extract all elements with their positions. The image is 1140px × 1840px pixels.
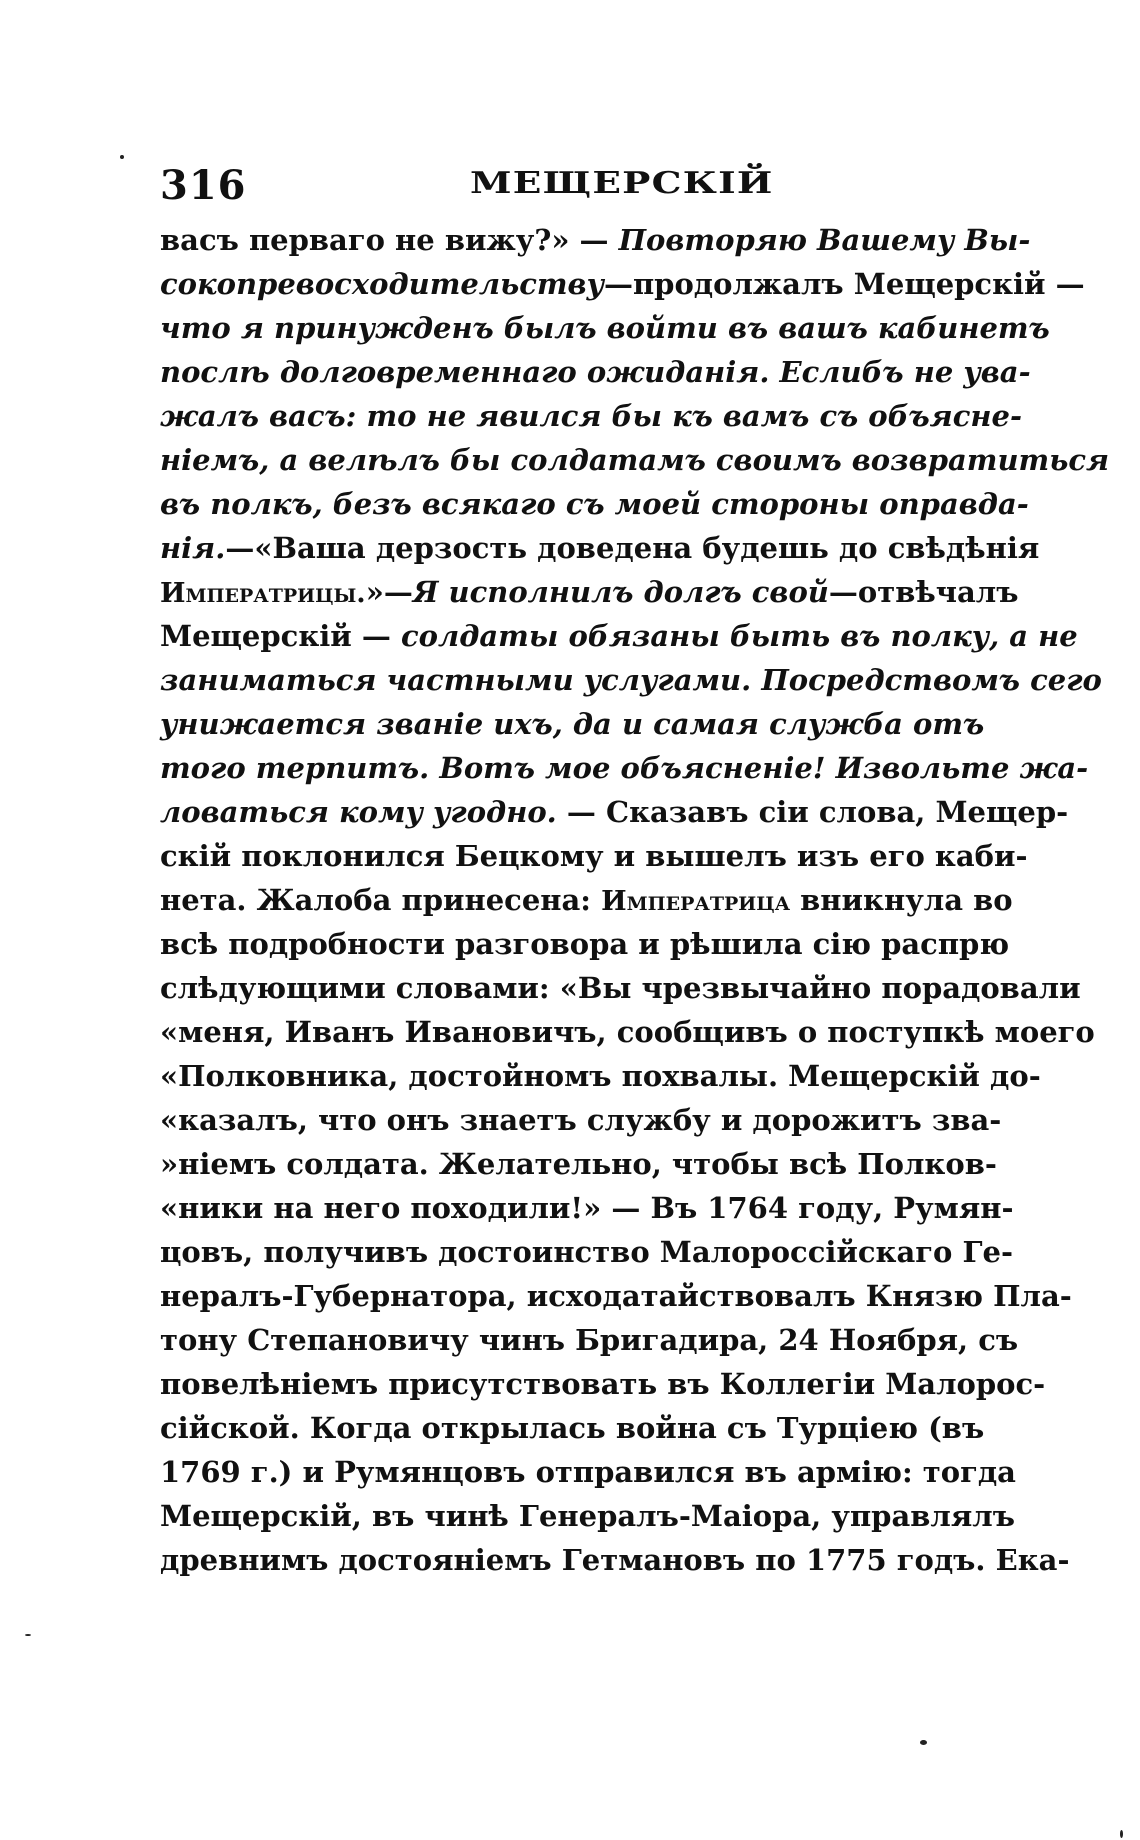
text-segment: нія. bbox=[160, 531, 226, 565]
text-line bbox=[160, 746, 1089, 790]
text-segment: нета. Жалоба принесена: bbox=[160, 883, 602, 917]
text-segment: тону Степановичу чинъ Бригадира, 24 Ноября, съ bbox=[160, 1323, 1019, 1357]
text-segment: въ полкъ, безъ всякаго съ моей стороны оправда- bbox=[160, 487, 1029, 521]
text-segment: Мещерскій — bbox=[160, 619, 401, 653]
text-segment: «казалъ, что онъ знаетъ службу и дорожитъ зва- bbox=[160, 1103, 1002, 1137]
text-line bbox=[160, 1538, 1070, 1582]
text-line bbox=[160, 218, 1031, 262]
text-segment: ловаться кому угодно. bbox=[160, 795, 557, 829]
text-segment: нералъ-Губернатора, исходатайствовалъ Князю Пла- bbox=[160, 1279, 1072, 1313]
text-line bbox=[160, 1230, 1014, 1274]
text-segment: жалъ васъ: то не явился бы къ вамъ съ объясне- bbox=[160, 399, 1023, 433]
text-line bbox=[160, 702, 985, 746]
text-line bbox=[160, 394, 1023, 438]
text-segment: Я исполнилъ долгъ свой bbox=[412, 575, 829, 609]
text-line bbox=[160, 922, 1010, 966]
text-segment: Императрицы. bbox=[160, 578, 366, 609]
text-segment: солдаты обязаны быть въ полку, а не bbox=[400, 619, 1078, 653]
text-line bbox=[160, 1450, 1016, 1494]
text-segment: — Сказавъ сіи слова, Мещер- bbox=[556, 795, 1069, 829]
text-segment: »— bbox=[365, 575, 413, 609]
text-line bbox=[160, 1098, 1002, 1142]
text-line bbox=[160, 1142, 997, 1186]
text-segment: «ники на него походили!» — Въ 1764 году, Румян- bbox=[160, 1191, 1014, 1225]
text-line bbox=[160, 790, 1069, 834]
text-line bbox=[160, 482, 1029, 526]
text-segment: «меня, Иванъ Ивановичъ, сообщивъ о поступкѣ моего bbox=[160, 1015, 1095, 1049]
running-title: МЕЩЕРСКІЙ bbox=[470, 166, 774, 201]
running-head bbox=[160, 162, 982, 212]
text-line bbox=[160, 966, 1081, 1010]
scan-speck bbox=[25, 1634, 31, 1636]
text-segment: заниматься частными услугами. Посредствомъ сего bbox=[160, 663, 1102, 697]
text-line bbox=[160, 658, 1102, 702]
text-segment: цовъ, получивъ достоинство Малороссійскаго Ге- bbox=[160, 1235, 1014, 1269]
body-text bbox=[160, 218, 1110, 1582]
text-segment: сокопревосходительству bbox=[160, 267, 604, 301]
text-line bbox=[160, 1494, 1015, 1538]
text-line bbox=[160, 1186, 1014, 1230]
text-line bbox=[160, 262, 1085, 306]
scan-speck bbox=[920, 1740, 927, 1745]
text-line bbox=[160, 1362, 1046, 1406]
text-segment: послѣ долговременнаго ожиданія. Еслибъ не ува- bbox=[160, 355, 1031, 389]
text-line bbox=[160, 306, 1050, 350]
text-segment: Повторяю Вашему Вы- bbox=[618, 223, 1031, 257]
text-line bbox=[160, 438, 1110, 482]
text-line bbox=[160, 350, 1031, 394]
text-segment: васъ перваго не вижу?» — bbox=[160, 223, 619, 257]
text-segment: что я принужденъ былъ войти въ вашъ кабинетъ bbox=[160, 311, 1050, 345]
text-segment: «Полковника, достойномъ похвалы. Мещерскій до- bbox=[160, 1059, 1041, 1093]
text-line bbox=[160, 1318, 1019, 1362]
text-line bbox=[160, 526, 1040, 570]
text-line bbox=[160, 1406, 985, 1450]
scan-speck bbox=[1120, 1830, 1123, 1838]
text-segment: Императрица bbox=[601, 886, 791, 917]
text-line bbox=[160, 834, 1028, 878]
page-number: 316 bbox=[160, 162, 247, 209]
text-line bbox=[160, 614, 1078, 658]
text-segment: того терпитъ. Вотъ мое объясненіе! Извольте жа- bbox=[160, 751, 1089, 785]
text-segment: вникнула во bbox=[790, 883, 1013, 917]
text-segment: —продолжалъ Мещерскій — bbox=[603, 267, 1085, 301]
text-segment: скій поклонился Бецкому и вышелъ изъ его каби- bbox=[160, 839, 1028, 873]
text-segment: —«Ваша дерзость доведена будешь до свѣдѣнія bbox=[225, 531, 1040, 565]
text-segment: слѣдующими словами: «Вы чрезвычайно порадовали bbox=[160, 971, 1081, 1005]
text-line bbox=[160, 570, 1019, 614]
scan-speck bbox=[120, 155, 124, 159]
text-line bbox=[160, 878, 1013, 922]
text-segment: сійской. Когда открылась война съ Турціею (въ bbox=[160, 1411, 985, 1445]
text-line bbox=[160, 1054, 1041, 1098]
text-segment: повелѣніемъ присутствовать въ Коллегіи Малорос- bbox=[160, 1367, 1046, 1401]
text-segment: древнимъ достояніемъ Гетмановъ по 1775 годъ. Ека- bbox=[160, 1543, 1070, 1577]
text-segment: всѣ подробности разговора и рѣшила сію распрю bbox=[160, 927, 1010, 961]
text-segment: унижается званіе ихъ, да и самая служба отъ bbox=[160, 707, 985, 741]
text-line bbox=[160, 1274, 1072, 1318]
text-segment: Мещерскій, въ чинѣ Генералъ-Маіора, управлялъ bbox=[160, 1499, 1015, 1533]
text-line bbox=[160, 1010, 1095, 1054]
text-segment: »ніемъ солдата. Желательно, чтобы всѣ Полков- bbox=[160, 1147, 997, 1181]
text-segment: 1769 г.) и Румянцовъ отправился въ армію: тогда bbox=[160, 1455, 1016, 1489]
text-segment: —отвѣчалъ bbox=[828, 575, 1019, 609]
text-segment: ніемъ, а велѣлъ бы солдатамъ своимъ возвратиться bbox=[160, 443, 1110, 477]
